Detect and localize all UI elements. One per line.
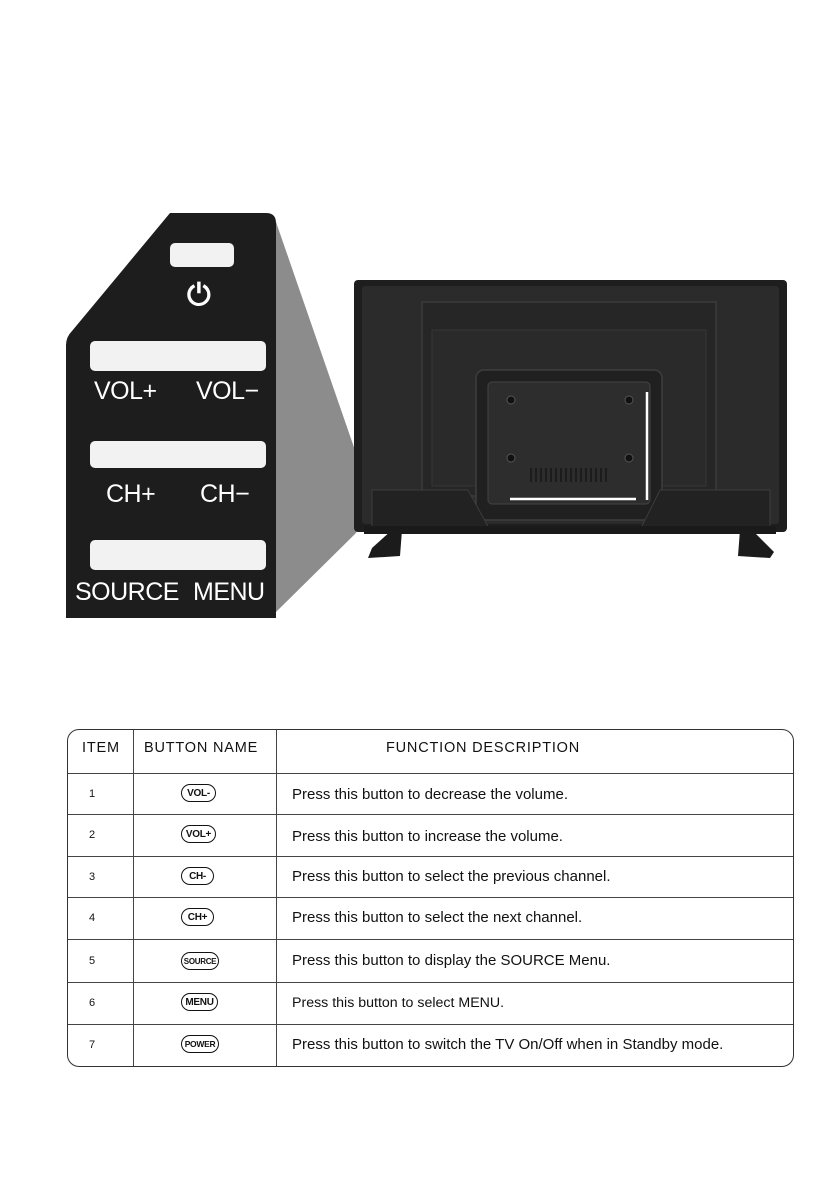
- header-function-description: FUNCTION DESCRIPTION: [386, 740, 581, 756]
- ch-minus-label: CH−: [200, 480, 250, 508]
- channel-button-key[interactable]: [90, 441, 266, 468]
- function-description: Press this button to decrease the volume.: [292, 786, 568, 803]
- table-row: [68, 1024, 793, 1067]
- function-description: Press this button to switch the TV On/Off when in Standby mode.: [292, 1036, 724, 1053]
- power-icon: ⏻: [187, 279, 211, 312]
- vol-minus-label: VOL−: [196, 377, 259, 405]
- source-label: SOURCE: [75, 578, 179, 606]
- power-button-key[interactable]: [170, 243, 234, 267]
- item-number: 7: [89, 1039, 96, 1051]
- menu-label: MENU: [193, 578, 265, 606]
- table-row: [68, 939, 793, 983]
- ch-plus-button-icon: CH+: [181, 908, 214, 926]
- item-number: 6: [89, 997, 96, 1009]
- ch-minus-button-icon: CH-: [181, 867, 214, 885]
- table-header-row: [68, 730, 793, 773]
- button-function-table: [67, 729, 794, 1067]
- item-number: 2: [89, 829, 96, 841]
- item-number: 4: [89, 912, 96, 924]
- table-row: [68, 982, 793, 1025]
- table-row: [68, 897, 793, 940]
- table-row: [68, 773, 793, 815]
- control-panel-closeup: [66, 213, 276, 618]
- ch-plus-label: CH+: [106, 480, 156, 508]
- item-number: 5: [89, 955, 96, 967]
- menu-button-icon: MENU: [181, 993, 218, 1011]
- function-description: Press this button to display the SOURCE Menu.: [292, 952, 611, 969]
- header-item: ITEM: [82, 740, 120, 756]
- vol-minus-button-icon: VOL-: [181, 784, 216, 802]
- item-number: 1: [89, 788, 96, 800]
- table-row: [68, 856, 793, 898]
- source-menu-button-key[interactable]: [90, 540, 266, 570]
- header-button-name: BUTTON NAME: [144, 740, 259, 756]
- function-description: Press this button to select MENU.: [292, 995, 505, 1011]
- item-number: 3: [89, 871, 96, 883]
- vol-plus-label: VOL+: [94, 377, 157, 405]
- source-button-icon: SOURCE: [181, 952, 219, 970]
- power-button-icon: POWER: [181, 1035, 219, 1053]
- vol-plus-button-icon: VOL+: [181, 825, 216, 843]
- table-row: [68, 814, 793, 857]
- function-description: Press this button to increase the volume.: [292, 828, 563, 845]
- volume-button-key[interactable]: [90, 341, 266, 371]
- function-description: Press this button to select the previous channel.: [292, 868, 611, 885]
- function-description: Press this button to select the next channel.: [292, 909, 583, 926]
